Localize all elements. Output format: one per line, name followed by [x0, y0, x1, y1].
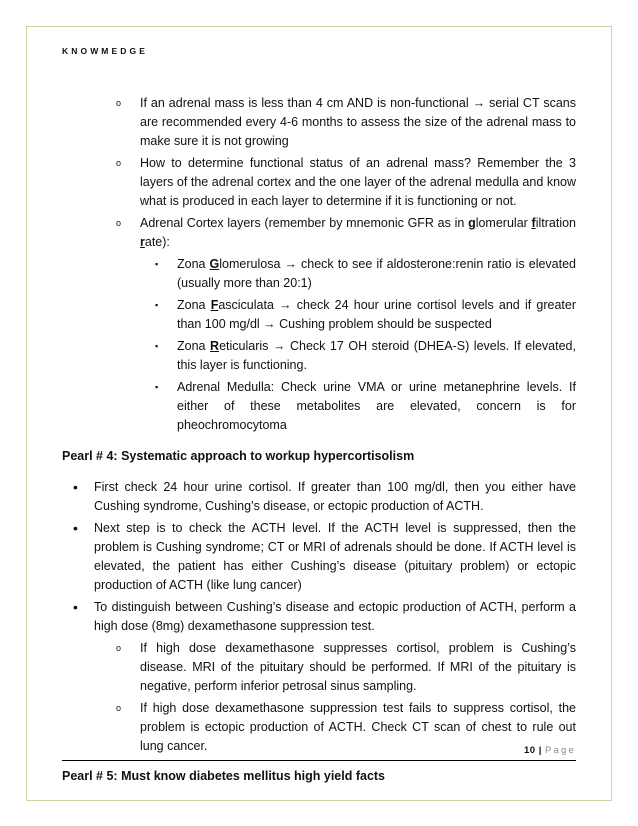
list-item [62, 214, 576, 252]
list-item [62, 478, 576, 516]
square-bullet-icon: ▪ [155, 382, 159, 392]
square-bullet-icon: ▪ [155, 341, 159, 351]
list-item [62, 378, 576, 435]
square-bullet-icon: ▪ [155, 259, 159, 269]
list-item [62, 639, 576, 696]
list-item-text: Next step is to check the ACTH level. If the ACTH level is suppressed, then the problem is Cushing syndrome; CT or MRI of adrenals should be done. If ACTH level is elevated, the patient has either Cushing’s disease (pituitary problem) or ectopic production of ACTH (like lung cancer) [94, 521, 576, 592]
list-item-text: Adrenal Cortex layers (remember by mnemonic GFR as in glomerular filtration rate): [140, 216, 576, 249]
dot-bullet-icon: • [73, 520, 78, 536]
page-content [62, 94, 576, 786]
page-label: Page [545, 745, 576, 756]
square-bullet-icon: ▪ [155, 300, 159, 310]
list-item [62, 519, 576, 595]
circle-bullet-icon: o [116, 703, 122, 713]
list-item-text: Zona Fasciculata → check 24 hour urine cortisol levels and if greater than 100 mg/dl → Cushing problem should be suspected [177, 298, 576, 331]
dot-bullet-icon: • [73, 599, 78, 615]
list-item-text: If high dose dexamethasone suppresses cortisol, problem is Cushing’s disease. MRI of the pituitary should be performed. If MRI of the pituitary is negative, perform inferior petrosal sinus sampling. [140, 641, 576, 693]
list-item [62, 699, 576, 756]
list-item-text: If high dose dexamethasone suppression test fails to suppress cortisol, the problem is ectopic production of ACTH. Check CT scan of chest to rule out lung cancer. [140, 701, 576, 753]
footer-separator: | [535, 745, 545, 756]
list-item-text: How to determine functional status of an adrenal mass? Remember the 3 layers of the adrenal cortex and the one layer of the adrenal medulla and know what is produced in each layer to determine if it is functioning or not. [140, 156, 576, 208]
list-item [62, 255, 576, 293]
list-item-text: If an adrenal mass is less than 4 cm AND is non-functional → serial CT scans are recommended every 4-6 months to assess the size of the adrenal mass to make sure it is not growing [140, 96, 576, 148]
list-item-text: First check 24 hour urine cortisol. If greater than 100 mg/dl, then you either have Cushing syndrome, Cushing’s disease, or ectopic production of ACTH. [94, 480, 576, 513]
list-item-text: Adrenal Medulla: Check urine VMA or urine metanephrine levels. If either of these metabolites are elevated, concern is for pheochromocytoma [177, 380, 576, 432]
circle-bullet-icon: o [116, 158, 122, 168]
section-heading: Pearl # 5: Must know diabetes mellitus high yield facts [62, 769, 386, 783]
circle-bullet-icon: o [116, 643, 122, 653]
list-item [62, 296, 576, 334]
list-item [62, 154, 576, 211]
page-footer [524, 745, 576, 756]
running-header: KNOWMEDGE [62, 46, 148, 56]
page-number: 10 [523, 745, 536, 756]
section-heading: Pearl # 4: Systematic approach to workup hypercortisolism [62, 449, 415, 463]
footer-rule [62, 760, 576, 761]
list-item [62, 337, 576, 375]
circle-bullet-icon: o [116, 98, 122, 108]
list-item-text: Zona Reticularis → Check 17 OH steroid (DHEA-S) levels. If elevated, this layer is functioning. [177, 339, 576, 372]
list-item-text: To distinguish between Cushing’s disease and ectopic production of ACTH, perform a high dose (8mg) dexamethasone suppression test. [94, 600, 576, 633]
list-item-text: Zona Glomerulosa → check to see if aldosterone:renin ratio is elevated (usually more than 20:1) [177, 257, 577, 290]
list-item [62, 94, 576, 151]
list-item [62, 598, 576, 636]
dot-bullet-icon: • [73, 479, 78, 495]
circle-bullet-icon: o [116, 218, 122, 228]
